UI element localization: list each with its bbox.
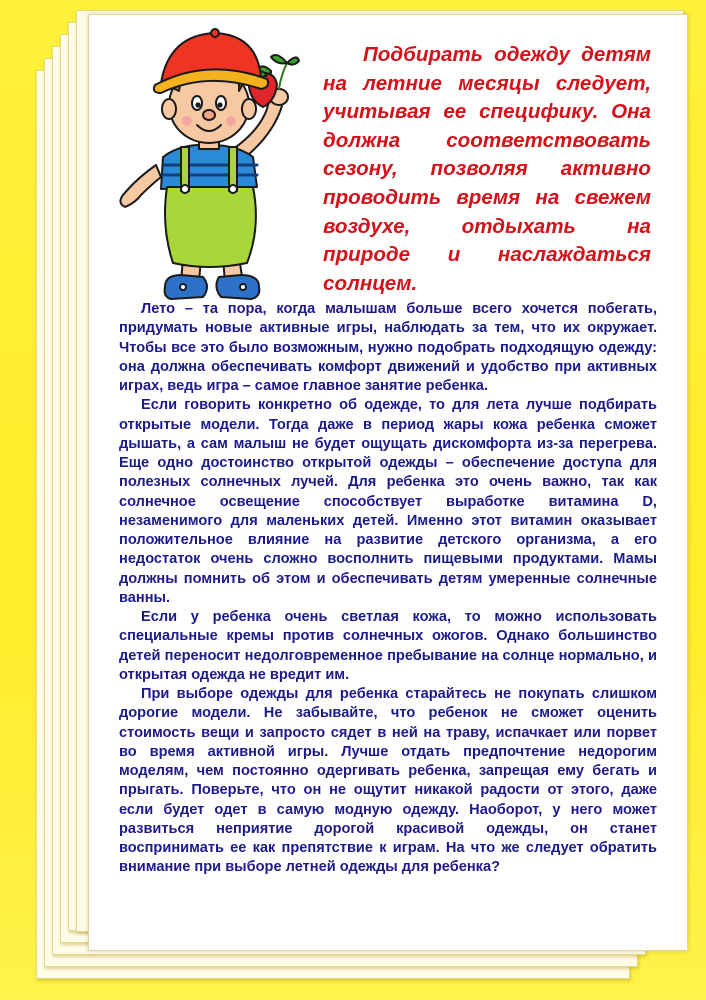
article-body bbox=[119, 300, 657, 878]
paragraph-sun-cream: Если у ребенка очень светлая кожа, то можно использовать специальные кремы против солнечных ожогов. Однако большинство детей переносит недолговременное пребывание на солнце нормально, и открытая одежда не вредит им. bbox=[119, 609, 657, 683]
intro-heading: Подбирать одежду детям на летние месяцы следует, учитывая ее специфику. Она должна соответствовать сезону, позволяя активно проводить время на свежем воздухе, отдыхать на природе и наслаждаться солнцем. bbox=[323, 43, 651, 295]
paragraph-open-clothes: Если говорить конкретно об одежде, то для лета лучше подбирать открытые модели. Тогда даже в период жары кожа ребенка сможет дышать, а сам малыш не будет ощущать дискомфорта из-за перегрева. Еще одно достоинство открытой одежды – обеспечение доступа для полезных солнечных лучей. Для ребенка это очень важно, так как солнечное освещение способствует выработке витамина D, незаменимого для маленьких детей. Именно этот витамин оказывает положительное влияние на развитие детского организма, а его недостаток очень сложно восполнить пищевыми продуктами. Мамы должны помнить об этом и обеспечивать детям умеренные солнечные ванны. bbox=[119, 397, 657, 606]
boy-with-strawberry-icon bbox=[111, 17, 301, 307]
paragraph-summer: Лето – та пора, когда малышам больше всего хочется побегать, придумать новые активные игры, наблюдать за тем, что их окружает. Чтобы все это было возможным, нужно подобрать подходящую одежду: она должна обеспечивать комфорт движений и удобство при активных играх, ведь игра – самое главное занятие ребенка. bbox=[119, 301, 657, 394]
paragraph-cost: При выборе одежды для ребенка старайтесь не покупать слишком дорогие модели. Не забывайте, что ребенок не сможет оценить стоимость вещи и запросто сядет в ней на траву, испачкает или порвет во время активной игры. Лучше отдать предпочтение недорогим моделям, чем постоянно одергивать ребенка, запрещая ему бегать и прыгать. Поверьте, что он не ощутит никакой радости от этого, даже если будет одет в самую модную одежду. Наоборот, у него может развиться неприятие дорогой красивой одежды, он станет воспринимать ее как препятствие к играм. На что же следует обратить внимание при выборе летней одежды для ребенка? bbox=[119, 686, 657, 876]
main-page bbox=[88, 14, 688, 951]
